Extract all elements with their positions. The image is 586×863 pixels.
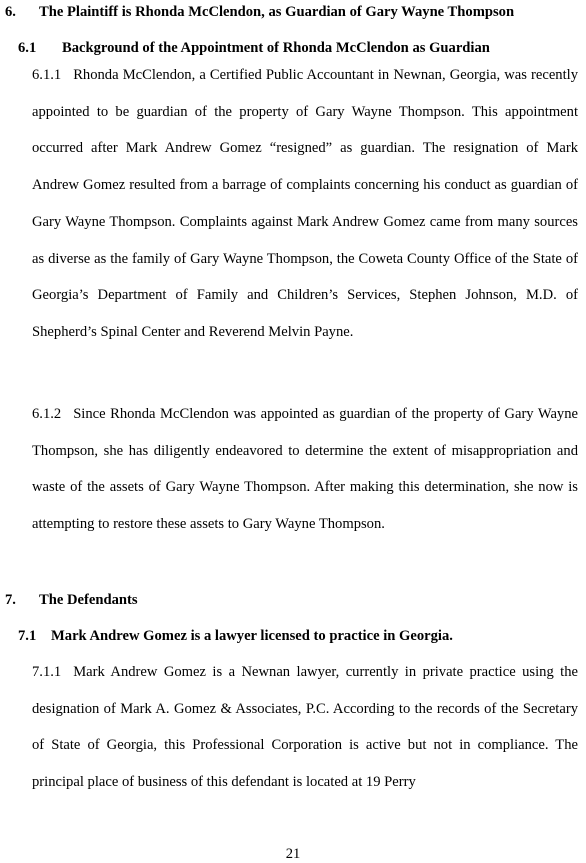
section-title: The Defendants xyxy=(39,592,138,608)
paragraph-6-1-1 xyxy=(32,57,578,351)
section-heading-7 xyxy=(5,591,138,609)
paragraph-text: Mark Andrew Gomez is a Newnan lawyer, currently in private practice using the designation of Mark A. Gomez & Associates, P.C. According to the records of the Secretary of State of Georgia, this Professional Corporation is active but not in compliance. The principal place of business of this defendant is located at 19 Perry xyxy=(32,664,578,791)
subsection-number: 6.1 xyxy=(18,40,37,56)
subsection-heading-7-1 xyxy=(18,627,453,645)
section-heading-6 xyxy=(5,3,514,21)
paragraph-6-1-2 xyxy=(32,396,578,543)
subsection-heading-6-1 xyxy=(18,39,490,57)
paragraph-text: Since Rhonda McClendon was appointed as guardian of the property of Gary Wayne Thompson, she has diligently endeavored to determine the extent of misappropriation and waste of the assets of Gary Wayne Thompson. After making this determination, she now is attempting to restore these assets to Gary Wayne Thompson. xyxy=(32,406,578,533)
paragraph-number: 7.1.1 xyxy=(32,664,62,680)
subsection-title: Mark Andrew Gomez is a lawyer licensed to practice in Georgia. xyxy=(51,628,453,644)
paragraph-number: 6.1.1 xyxy=(32,67,62,83)
page-number: 21 xyxy=(285,846,301,862)
subsection-number: 7.1 xyxy=(18,628,37,644)
paragraph-7-1-1 xyxy=(32,654,578,801)
paragraph-number: 6.1.2 xyxy=(32,406,62,422)
section-title: The Plaintiff is Rhonda McClendon, as Guardian of Gary Wayne Thompson xyxy=(39,4,515,20)
paragraph-text: Rhonda McClendon, a Certified Public Accountant in Newnan, Georgia, was recently appointed to be guardian of the property of Gary Wayne Thompson. This appointment occurred after Mark Andrew Gomez “resigned” as guardian. The resignation of Mark Andrew Gomez resulted from a barrage of complaints concerning his conduct as guardian of Gary Wayne Thompson. Complaints against Mark Andrew Gomez came from many sources as diverse as the family of Gary Wayne Thompson, the Coweta County Office of the State of Georgia’s Department of Family and Children’s Services, Stephen Johnson, M.D. of Shepherd’s Spinal Center and Reverend Melvin Payne. xyxy=(32,67,578,340)
section-number: 6. xyxy=(5,4,16,20)
section-number: 7. xyxy=(5,592,16,608)
subsection-title: Background of the Appointment of Rhonda McClendon as Guardian xyxy=(62,40,490,56)
